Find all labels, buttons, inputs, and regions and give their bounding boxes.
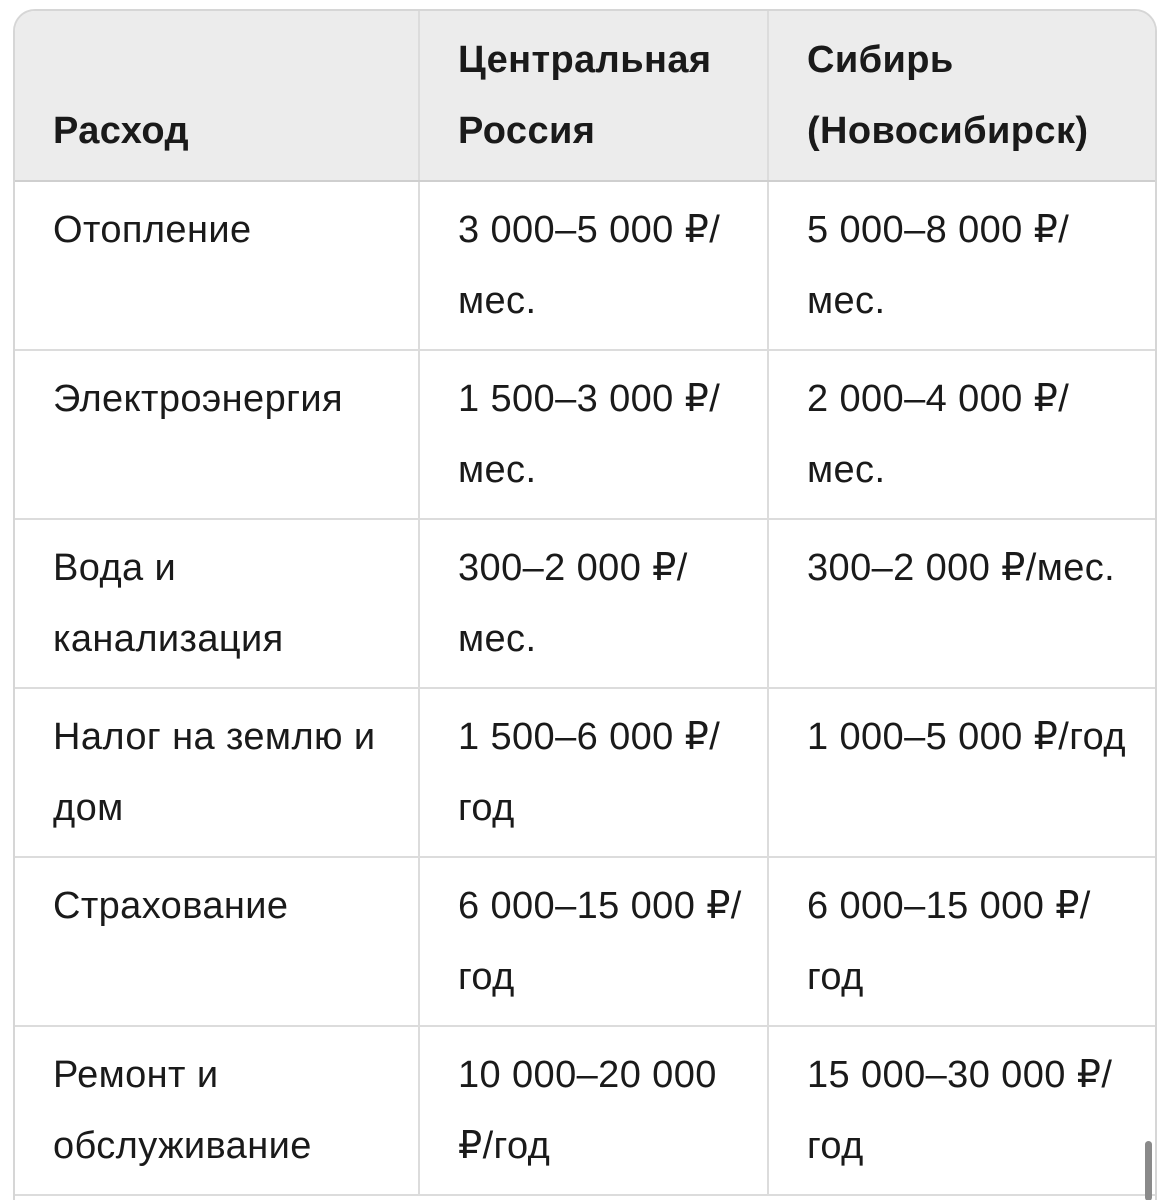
cell-expense: Страхование [15,857,419,1026]
cell-expense: Ремонт и обслуживание [15,1026,419,1195]
expenses-table-container [13,9,1157,1200]
cell-siberia: 5 000–8 000 ₽/мес. [768,181,1155,350]
cell-siberia: 2 000–4 000 ₽/мес. [768,350,1155,519]
cell-central-russia: 10 000–20 000 ₽/год [419,1026,768,1195]
cell-central-russia: 6 000–15 000 ₽/год [419,857,768,1026]
table-row [15,181,1155,350]
cell-expense: Электроэнергия [15,350,419,519]
cell-siberia: 300–2 000 ₽/мес. [768,519,1155,688]
header-central-russia [419,11,768,181]
header-expense-label: Расход [53,110,190,152]
cell-central-russia: 1 500–3 000 ₽/мес. [419,350,768,519]
expenses-table [15,11,1155,1196]
table-body [15,181,1155,1195]
table-row [15,857,1155,1026]
header-central-russia-label: Центральная Россия [458,39,712,152]
header-siberia [768,11,1155,181]
table-row [15,688,1155,857]
cell-expense: Налог на землю и дом [15,688,419,857]
cell-expense: Вода и канализация [15,519,419,688]
table-row [15,519,1155,688]
header-expense [15,11,419,181]
header-siberia-label: Сибирь (Новосибирск) [807,39,1089,152]
vertical-scrollbar[interactable] [1145,1141,1152,1200]
cell-siberia: 6 000–15 000 ₽/год [768,857,1155,1026]
cell-central-russia: 300–2 000 ₽/мес. [419,519,768,688]
table-header [15,11,1155,181]
cell-expense: Отопление [15,181,419,350]
cell-central-russia: 1 500–6 000 ₽/год [419,688,768,857]
header-row [15,11,1155,181]
table-row [15,350,1155,519]
cell-central-russia: 3 000–5 000 ₽/мес. [419,181,768,350]
table-row [15,1026,1155,1195]
cell-siberia: 15 000–30 000 ₽/год [768,1026,1155,1195]
cell-siberia: 1 000–5 000 ₽/год [768,688,1155,857]
